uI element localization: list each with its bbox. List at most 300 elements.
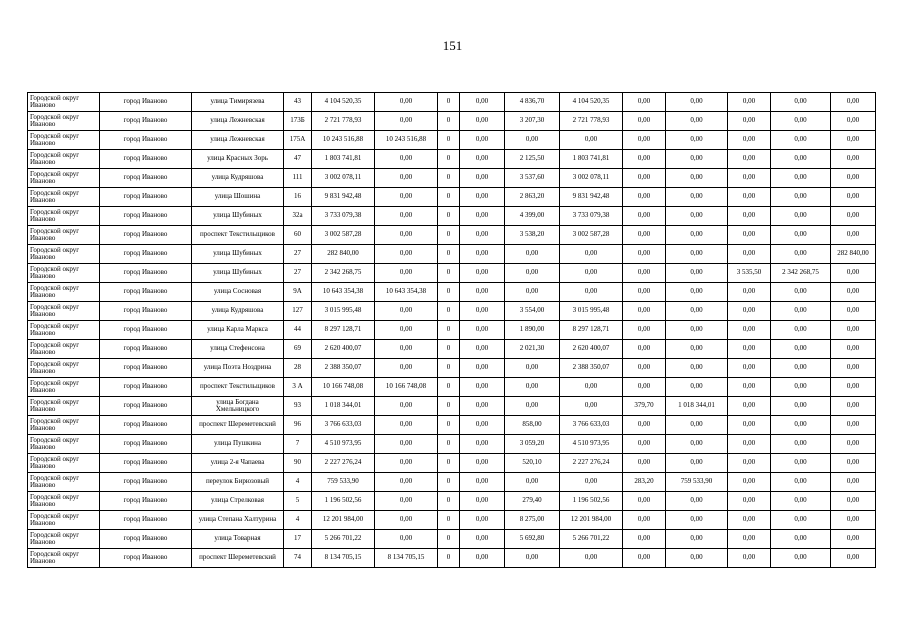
elevator-repair-cost-cell: 0,00 [460,378,505,397]
elevator-count-cell: 0 [438,264,460,283]
elevator-repair-cost-cell: 0,00 [460,264,505,283]
street-cell: улица Кудряшова [192,169,284,188]
basement-area-cell: 0,00 [623,226,666,245]
total-cost-cell: 10 166 748,08 [312,378,375,397]
roof-repair-cost-cell: 0,00 [375,112,438,131]
foundation-area-cell: 0,00 [728,454,771,473]
foundation-repair-cost-cell: 0,00 [771,93,831,112]
street-cell: улица Шубиных [192,245,284,264]
elevator-repair-cost-cell: 0,00 [460,549,505,568]
other-cost-cell: 0,00 [831,549,876,568]
foundation-area-cell: 0,00 [728,93,771,112]
foundation-repair-cost-cell: 0,00 [771,549,831,568]
roof-repair-cost-cell: 0,00 [375,169,438,188]
facade-repair-cost-cell: 0,00 [560,283,623,302]
foundation-area-cell: 0,00 [728,226,771,245]
table-row [28,188,876,207]
roof-repair-cost-cell: 0,00 [375,150,438,169]
table-row [28,169,876,188]
elevator-count-cell: 0 [438,435,460,454]
table-row [28,264,876,283]
total-cost-cell: 12 201 984,00 [312,511,375,530]
facade-repair-cost-cell: 9 831 942,48 [560,188,623,207]
foundation-area-cell: 0,00 [728,435,771,454]
facade-repair-cost-cell: 2 721 778,93 [560,112,623,131]
elevator-count-cell: 0 [438,93,460,112]
other-cost-cell: 0,00 [831,131,876,150]
settlement-cell: город Иваново [100,264,192,283]
registry-table [27,92,876,568]
table-row [28,473,876,492]
other-cost-cell: 0,00 [831,530,876,549]
elevator-repair-cost-cell: 0,00 [460,302,505,321]
foundation-area-cell: 0,00 [728,169,771,188]
roof-repair-cost-cell: 0,00 [375,435,438,454]
settlement-cell: город Иваново [100,207,192,226]
foundation-repair-cost-cell: 0,00 [771,169,831,188]
settlement-cell: город Иваново [100,435,192,454]
elevator-count-cell: 0 [438,226,460,245]
settlement-cell: город Иваново [100,549,192,568]
foundation-repair-cost-cell: 0,00 [771,530,831,549]
foundation-repair-cost-cell: 0,00 [771,150,831,169]
total-cost-cell: 3 002 587,28 [312,226,375,245]
foundation-repair-cost-cell: 0,00 [771,283,831,302]
foundation-repair-cost-cell: 0,00 [771,378,831,397]
elevator-count-cell: 0 [438,340,460,359]
municipal-district-cell: Городской округ Иваново [28,207,100,226]
facade-area-cell: 0,00 [505,549,560,568]
basement-area-cell: 0,00 [623,416,666,435]
total-cost-cell: 282 840,00 [312,245,375,264]
other-cost-cell: 0,00 [831,435,876,454]
elevator-repair-cost-cell: 0,00 [460,245,505,264]
total-cost-cell: 8 134 705,15 [312,549,375,568]
elevator-repair-cost-cell: 0,00 [460,416,505,435]
foundation-repair-cost-cell: 0,00 [771,492,831,511]
roof-repair-cost-cell: 0,00 [375,416,438,435]
roof-repair-cost-cell: 10 643 354,38 [375,283,438,302]
foundation-area-cell: 0,00 [728,245,771,264]
facade-repair-cost-cell: 3 002 587,28 [560,226,623,245]
other-cost-cell: 0,00 [831,188,876,207]
elevator-repair-cost-cell: 0,00 [460,283,505,302]
total-cost-cell: 4 510 973,95 [312,435,375,454]
foundation-repair-cost-cell: 0,00 [771,416,831,435]
street-cell: улица Тимирязева [192,93,284,112]
elevator-repair-cost-cell: 0,00 [460,435,505,454]
table-row [28,207,876,226]
municipal-district-cell: Городской округ Иваново [28,112,100,131]
settlement-cell: город Иваново [100,321,192,340]
roof-repair-cost-cell: 10 243 516,88 [375,131,438,150]
table-row [28,226,876,245]
house-number-cell: 27 [284,264,312,283]
basement-repair-cost-cell: 0,00 [666,435,728,454]
municipal-district-cell: Городской округ Иваново [28,473,100,492]
street-cell: улица Стрелковая [192,492,284,511]
basement-area-cell: 0,00 [623,169,666,188]
elevator-count-cell: 0 [438,150,460,169]
elevator-repair-cost-cell: 0,00 [460,530,505,549]
house-number-cell: 9А [284,283,312,302]
facade-area-cell: 5 692,80 [505,530,560,549]
table-row [28,359,876,378]
street-cell: улица Карла Маркса [192,321,284,340]
municipal-district-cell: Городской округ Иваново [28,340,100,359]
basement-area-cell: 379,70 [623,397,666,416]
basement-area-cell: 0,00 [623,150,666,169]
street-cell: улица Кудряшова [192,302,284,321]
table-row [28,511,876,530]
facade-repair-cost-cell: 3 733 079,38 [560,207,623,226]
municipal-district-cell: Городской округ Иваново [28,302,100,321]
table-row [28,150,876,169]
foundation-repair-cost-cell: 0,00 [771,511,831,530]
other-cost-cell: 0,00 [831,492,876,511]
foundation-repair-cost-cell: 0,00 [771,112,831,131]
elevator-count-cell: 0 [438,169,460,188]
settlement-cell: город Иваново [100,112,192,131]
foundation-repair-cost-cell: 0,00 [771,340,831,359]
facade-area-cell: 3 554,00 [505,302,560,321]
basement-area-cell: 0,00 [623,359,666,378]
facade-area-cell: 3 538,20 [505,226,560,245]
table-row [28,302,876,321]
facade-area-cell: 2 021,30 [505,340,560,359]
other-cost-cell: 0,00 [831,93,876,112]
roof-repair-cost-cell: 0,00 [375,245,438,264]
other-cost-cell: 0,00 [831,473,876,492]
basement-area-cell: 0,00 [623,264,666,283]
basement-area-cell: 0,00 [623,131,666,150]
facade-area-cell: 0,00 [505,264,560,283]
elevator-count-cell: 0 [438,359,460,378]
settlement-cell: город Иваново [100,245,192,264]
facade-area-cell: 0,00 [505,131,560,150]
other-cost-cell: 0,00 [831,321,876,340]
total-cost-cell: 9 831 942,48 [312,188,375,207]
facade-repair-cost-cell: 0,00 [560,549,623,568]
facade-area-cell: 0,00 [505,359,560,378]
foundation-repair-cost-cell: 0,00 [771,207,831,226]
roof-repair-cost-cell: 0,00 [375,492,438,511]
house-number-cell: 173Б [284,112,312,131]
elevator-count-cell: 0 [438,302,460,321]
total-cost-cell: 10 243 516,88 [312,131,375,150]
elevator-count-cell: 0 [438,283,460,302]
municipal-district-cell: Городской округ Иваново [28,150,100,169]
elevator-count-cell: 0 [438,131,460,150]
facade-repair-cost-cell: 0,00 [560,264,623,283]
municipal-district-cell: Городской округ Иваново [28,131,100,150]
basement-repair-cost-cell: 0,00 [666,93,728,112]
elevator-count-cell: 0 [438,492,460,511]
total-cost-cell: 2 227 276,24 [312,454,375,473]
facade-area-cell: 279,40 [505,492,560,511]
elevator-count-cell: 0 [438,188,460,207]
table-row [28,378,876,397]
roof-repair-cost-cell: 0,00 [375,93,438,112]
foundation-repair-cost-cell: 0,00 [771,435,831,454]
elevator-count-cell: 0 [438,397,460,416]
basement-repair-cost-cell: 0,00 [666,321,728,340]
settlement-cell: город Иваново [100,473,192,492]
basement-repair-cost-cell: 0,00 [666,302,728,321]
facade-area-cell: 0,00 [505,283,560,302]
facade-repair-cost-cell: 1 803 741,81 [560,150,623,169]
roof-repair-cost-cell: 0,00 [375,188,438,207]
table-row [28,340,876,359]
table-row [28,131,876,150]
street-cell: улица Лежневская [192,112,284,131]
total-cost-cell: 1 803 741,81 [312,150,375,169]
elevator-count-cell: 0 [438,416,460,435]
foundation-area-cell: 0,00 [728,340,771,359]
settlement-cell: город Иваново [100,93,192,112]
facade-repair-cost-cell: 3 002 078,11 [560,169,623,188]
foundation-area-cell: 0,00 [728,549,771,568]
facade-area-cell: 520,10 [505,454,560,473]
other-cost-cell: 0,00 [831,416,876,435]
elevator-count-cell: 0 [438,549,460,568]
total-cost-cell: 8 297 128,71 [312,321,375,340]
basement-repair-cost-cell: 0,00 [666,283,728,302]
roof-repair-cost-cell: 0,00 [375,473,438,492]
elevator-repair-cost-cell: 0,00 [460,454,505,473]
table-row [28,454,876,473]
roof-repair-cost-cell: 0,00 [375,321,438,340]
basement-area-cell: 0,00 [623,321,666,340]
municipal-district-cell: Городской округ Иваново [28,378,100,397]
total-cost-cell: 3 015 995,48 [312,302,375,321]
municipal-district-cell: Городской округ Иваново [28,454,100,473]
house-number-cell: 111 [284,169,312,188]
settlement-cell: город Иваново [100,340,192,359]
other-cost-cell: 282 840,00 [831,245,876,264]
table-row [28,283,876,302]
foundation-area-cell: 0,00 [728,530,771,549]
municipal-district-cell: Городской округ Иваново [28,511,100,530]
street-cell: улица Сосновая [192,283,284,302]
house-number-cell: 3 А [284,378,312,397]
settlement-cell: город Иваново [100,530,192,549]
elevator-count-cell: 0 [438,530,460,549]
house-number-cell: 44 [284,321,312,340]
house-number-cell: 93 [284,397,312,416]
facade-repair-cost-cell: 0,00 [560,397,623,416]
elevator-repair-cost-cell: 0,00 [460,321,505,340]
basement-area-cell: 0,00 [623,454,666,473]
total-cost-cell: 2 721 778,93 [312,112,375,131]
street-cell: улица Шубиных [192,207,284,226]
facade-repair-cost-cell: 8 297 128,71 [560,321,623,340]
facade-repair-cost-cell: 0,00 [560,473,623,492]
street-cell: улица Красных Зорь [192,150,284,169]
municipal-district-cell: Городской округ Иваново [28,492,100,511]
house-number-cell: 175А [284,131,312,150]
settlement-cell: город Иваново [100,150,192,169]
roof-repair-cost-cell: 0,00 [375,226,438,245]
other-cost-cell: 0,00 [831,511,876,530]
foundation-area-cell: 0,00 [728,207,771,226]
facade-repair-cost-cell: 12 201 984,00 [560,511,623,530]
facade-repair-cost-cell: 1 196 502,56 [560,492,623,511]
foundation-area-cell: 0,00 [728,416,771,435]
street-cell: улица 2-я Чапаева [192,454,284,473]
street-cell: улица Пушкина [192,435,284,454]
foundation-area-cell: 0,00 [728,473,771,492]
roof-repair-cost-cell: 10 166 748,08 [375,378,438,397]
table-row [28,321,876,340]
house-number-cell: 28 [284,359,312,378]
street-cell: проспект Шереметевский [192,416,284,435]
settlement-cell: город Иваново [100,283,192,302]
foundation-area-cell: 0,00 [728,378,771,397]
house-number-cell: 17 [284,530,312,549]
house-number-cell: 90 [284,454,312,473]
street-cell: улица Шубиных [192,264,284,283]
foundation-area-cell: 0,00 [728,321,771,340]
elevator-repair-cost-cell: 0,00 [460,511,505,530]
roof-repair-cost-cell: 8 134 705,15 [375,549,438,568]
other-cost-cell: 0,00 [831,169,876,188]
other-cost-cell: 0,00 [831,302,876,321]
foundation-repair-cost-cell: 0,00 [771,321,831,340]
elevator-repair-cost-cell: 0,00 [460,397,505,416]
facade-repair-cost-cell: 3 766 633,03 [560,416,623,435]
elevator-count-cell: 0 [438,511,460,530]
basement-area-cell: 0,00 [623,188,666,207]
total-cost-cell: 2 620 400,07 [312,340,375,359]
facade-area-cell: 2 863,20 [505,188,560,207]
settlement-cell: город Иваново [100,226,192,245]
facade-area-cell: 8 275,00 [505,511,560,530]
table-row [28,112,876,131]
foundation-repair-cost-cell: 0,00 [771,245,831,264]
roof-repair-cost-cell: 0,00 [375,340,438,359]
basement-area-cell: 0,00 [623,302,666,321]
street-cell: переулок Бирюзовый [192,473,284,492]
table-row [28,492,876,511]
facade-area-cell: 0,00 [505,378,560,397]
total-cost-cell: 3 002 078,11 [312,169,375,188]
foundation-repair-cost-cell: 0,00 [771,302,831,321]
elevator-repair-cost-cell: 0,00 [460,340,505,359]
municipal-district-cell: Городской округ Иваново [28,93,100,112]
total-cost-cell: 4 104 520,35 [312,93,375,112]
house-number-cell: 5 [284,492,312,511]
municipal-district-cell: Городской округ Иваново [28,264,100,283]
facade-area-cell: 4 836,70 [505,93,560,112]
basement-area-cell: 0,00 [623,112,666,131]
facade-repair-cost-cell: 4 510 973,95 [560,435,623,454]
facade-repair-cost-cell: 2 388 350,07 [560,359,623,378]
foundation-area-cell: 0,00 [728,359,771,378]
elevator-repair-cost-cell: 0,00 [460,188,505,207]
basement-repair-cost-cell: 0,00 [666,511,728,530]
municipal-district-cell: Городской округ Иваново [28,435,100,454]
foundation-area-cell: 0,00 [728,112,771,131]
street-cell: улица Поэта Ноздрина [192,359,284,378]
basement-area-cell: 0,00 [623,207,666,226]
total-cost-cell: 5 266 701,22 [312,530,375,549]
street-cell: проспект Шереметевский [192,549,284,568]
total-cost-cell: 2 388 350,07 [312,359,375,378]
basement-repair-cost-cell: 0,00 [666,340,728,359]
elevator-count-cell: 0 [438,112,460,131]
roof-repair-cost-cell: 0,00 [375,302,438,321]
roof-repair-cost-cell: 0,00 [375,530,438,549]
basement-repair-cost-cell: 0,00 [666,492,728,511]
foundation-area-cell: 0,00 [728,150,771,169]
settlement-cell: город Иваново [100,378,192,397]
municipal-district-cell: Городской округ Иваново [28,397,100,416]
elevator-repair-cost-cell: 0,00 [460,112,505,131]
foundation-repair-cost-cell: 0,00 [771,131,831,150]
house-number-cell: 4 [284,511,312,530]
basement-area-cell: 0,00 [623,492,666,511]
elevator-count-cell: 0 [438,378,460,397]
basement-area-cell: 0,00 [623,435,666,454]
total-cost-cell: 3 766 633,03 [312,416,375,435]
settlement-cell: город Иваново [100,169,192,188]
facade-repair-cost-cell: 0,00 [560,131,623,150]
other-cost-cell: 0,00 [831,397,876,416]
total-cost-cell: 1 196 502,56 [312,492,375,511]
street-cell: улица Богдана Хмельницкого [192,397,284,416]
basement-repair-cost-cell: 1 018 344,01 [666,397,728,416]
municipal-district-cell: Городской округ Иваново [28,188,100,207]
facade-area-cell: 4 399,00 [505,207,560,226]
elevator-count-cell: 0 [438,245,460,264]
settlement-cell: город Иваново [100,416,192,435]
table-row [28,93,876,112]
basement-area-cell: 0,00 [623,340,666,359]
street-cell: улица Стефенсона [192,340,284,359]
basement-repair-cost-cell: 0,00 [666,530,728,549]
other-cost-cell: 0,00 [831,359,876,378]
other-cost-cell: 0,00 [831,112,876,131]
basement-area-cell: 0,00 [623,245,666,264]
facade-area-cell: 3 537,60 [505,169,560,188]
foundation-repair-cost-cell: 0,00 [771,454,831,473]
roof-repair-cost-cell: 0,00 [375,511,438,530]
page-number: 151 [442,38,463,53]
facade-repair-cost-cell: 0,00 [560,378,623,397]
settlement-cell: город Иваново [100,131,192,150]
facade-area-cell: 0,00 [505,397,560,416]
municipal-district-cell: Городской округ Иваново [28,549,100,568]
roof-repair-cost-cell: 0,00 [375,207,438,226]
elevator-repair-cost-cell: 0,00 [460,473,505,492]
foundation-area-cell: 0,00 [728,302,771,321]
facade-area-cell: 3 059,20 [505,435,560,454]
foundation-area-cell: 3 535,50 [728,264,771,283]
basement-repair-cost-cell: 0,00 [666,378,728,397]
facade-repair-cost-cell: 2 620 400,07 [560,340,623,359]
elevator-repair-cost-cell: 0,00 [460,359,505,378]
house-number-cell: 32а [284,207,312,226]
facade-repair-cost-cell: 4 104 520,35 [560,93,623,112]
municipal-district-cell: Городской округ Иваново [28,169,100,188]
municipal-district-cell: Городской округ Иваново [28,359,100,378]
elevator-count-cell: 0 [438,321,460,340]
municipal-district-cell: Городской округ Иваново [28,245,100,264]
house-number-cell: 43 [284,93,312,112]
other-cost-cell: 0,00 [831,207,876,226]
other-cost-cell: 0,00 [831,454,876,473]
